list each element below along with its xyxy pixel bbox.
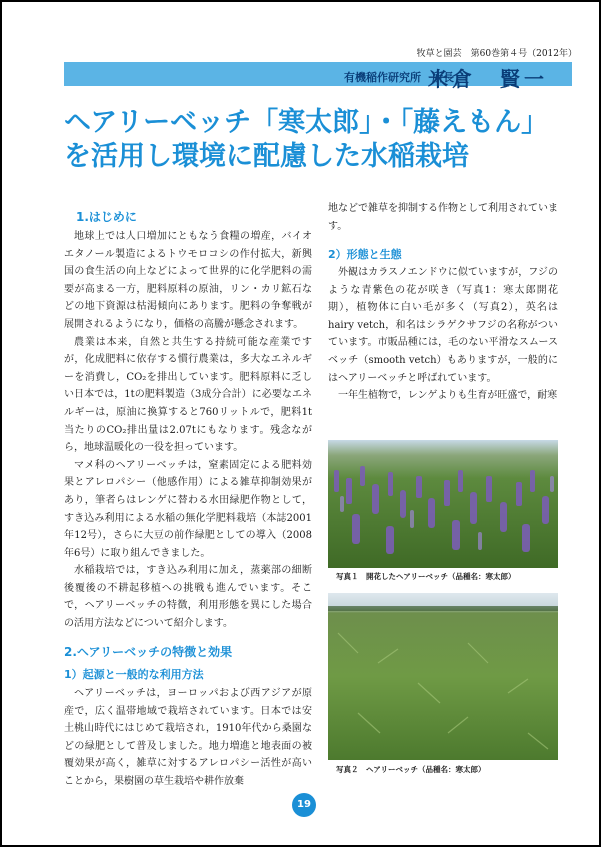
morphology-paragraph: 一年生植物で，レンゲよりも生育が旺盛で，耐寒 (338, 390, 558, 402)
origin-continued (328, 200, 558, 235)
photo-2-caption: 写真２ ヘアリーベッチ（品種名：寒太郎） (336, 765, 486, 774)
heading-features: 2.ヘアリーベッチの特徴と効果 (64, 645, 233, 659)
morphology-paragraph: 外観はカラスノエンドウに似ていますが，フジのような青紫色の花が咲き（写真1：寒太郎開花期），植物体に白い毛が多く（写真2），英名はhairy vetch，和名はシラゲクサフジの名称がついています。市販品種には，毛のない平滑なスムースベッチ（smooth vetch）もありますが，一般的にはヘアリーベッチと呼ばれています。 (328, 267, 558, 384)
author-institution: 有機稲作研究所 所長 (344, 71, 454, 84)
title-line-1: ヘアリーベッチ「寒太郎」・「藤えもん」 (64, 107, 549, 138)
photo-vetch-field (328, 593, 558, 760)
intro-paragraph: マメ科のヘアリーベッチは，窒素固定による肥料効果とアレロパシー（他感作用）による雑草抑制効果があり，筆者らはレンゲに替わる水田緑肥作物として，すき込み利用による水稲の無化学肥料栽培（本誌2001年12号），さらに大豆の前作緑肥としての導入（2008年6号）に取り組んできました。 (64, 459, 312, 559)
intro-body (64, 228, 312, 633)
intro-paragraph: 水稲栽培では，すき込み利用に加え，蒸薬部の細断後覆後の不耕起移植への挑戦も進んでいます。そこで，ヘアリーベッチの特徴，利用形態を異にした場合の活用方法などについて紹介します。 (64, 565, 312, 630)
article-title (64, 106, 584, 174)
subheading-origin: 1）起源と一般的な利用方法 (64, 668, 204, 681)
subheading-morphology: 2）形態と生態 (328, 248, 402, 261)
author-bar (64, 62, 572, 91)
title-line-2: を活用し環境に配慮した水稲栽培 (64, 141, 469, 172)
page-number: 19 (292, 793, 316, 817)
intro-paragraph: 地球上では人口増加にともなう食糧の増産，バイオエタノール製造によるトウモロコシの作付拡大，新興国の食生活の向上などによって世界的に化学肥料の需要が高まる一方，肥料原料の原油，リン・カリ鉱石などの地下資源は枯渇傾向にあります。肥料の争奪戦が展開されるようになり，価格の高騰が懸念されます。 (64, 231, 312, 330)
heading-intro: 1.はじめに (76, 210, 137, 224)
intro-paragraph: 農業は本来，自然と共生する持続可能な産業ですが，化成肥料に依存する慣行農業は，多大なエネルギーを消費し，CO₂を排出しています。肥料原料に乏しい日本では，1tの肥料製造（3成分合計）に必要なエネルギーは，原油に換算すると760リットルで，肥料1t当たりのCO₂排出量は2.07tにもなります。残念ながら，地球温暖化の一役を担っています。 (64, 336, 312, 454)
morphology-body (328, 264, 558, 405)
origin-continued-text: 地などで雑草を抑制する作物として利用されています。 (328, 203, 558, 232)
journal-info: 牧草と園芸 第60巻第４号（2012年） (416, 49, 577, 59)
origin-body (64, 685, 312, 791)
photo-flowering-vetch (328, 440, 558, 568)
author-name: 米倉 賢一 (428, 67, 548, 91)
photo-1-caption: 写真１ 開花したヘアリーベッチ（品種名：寒太郎） (336, 572, 516, 581)
origin-paragraph: ヘアリーベッチは，ヨーロッパおよび西アジアが原産で，広く温帯地域で栽培されています。日本では安土桃山時代にはじめて栽培され，1910年代から桑園などの緑肥として普及しました。地力増進と地表面の被覆効果が高く，雑草に対するアレロパシー活性が高いことから，果樹園の草生栽培や耕作放棄 (64, 688, 312, 787)
